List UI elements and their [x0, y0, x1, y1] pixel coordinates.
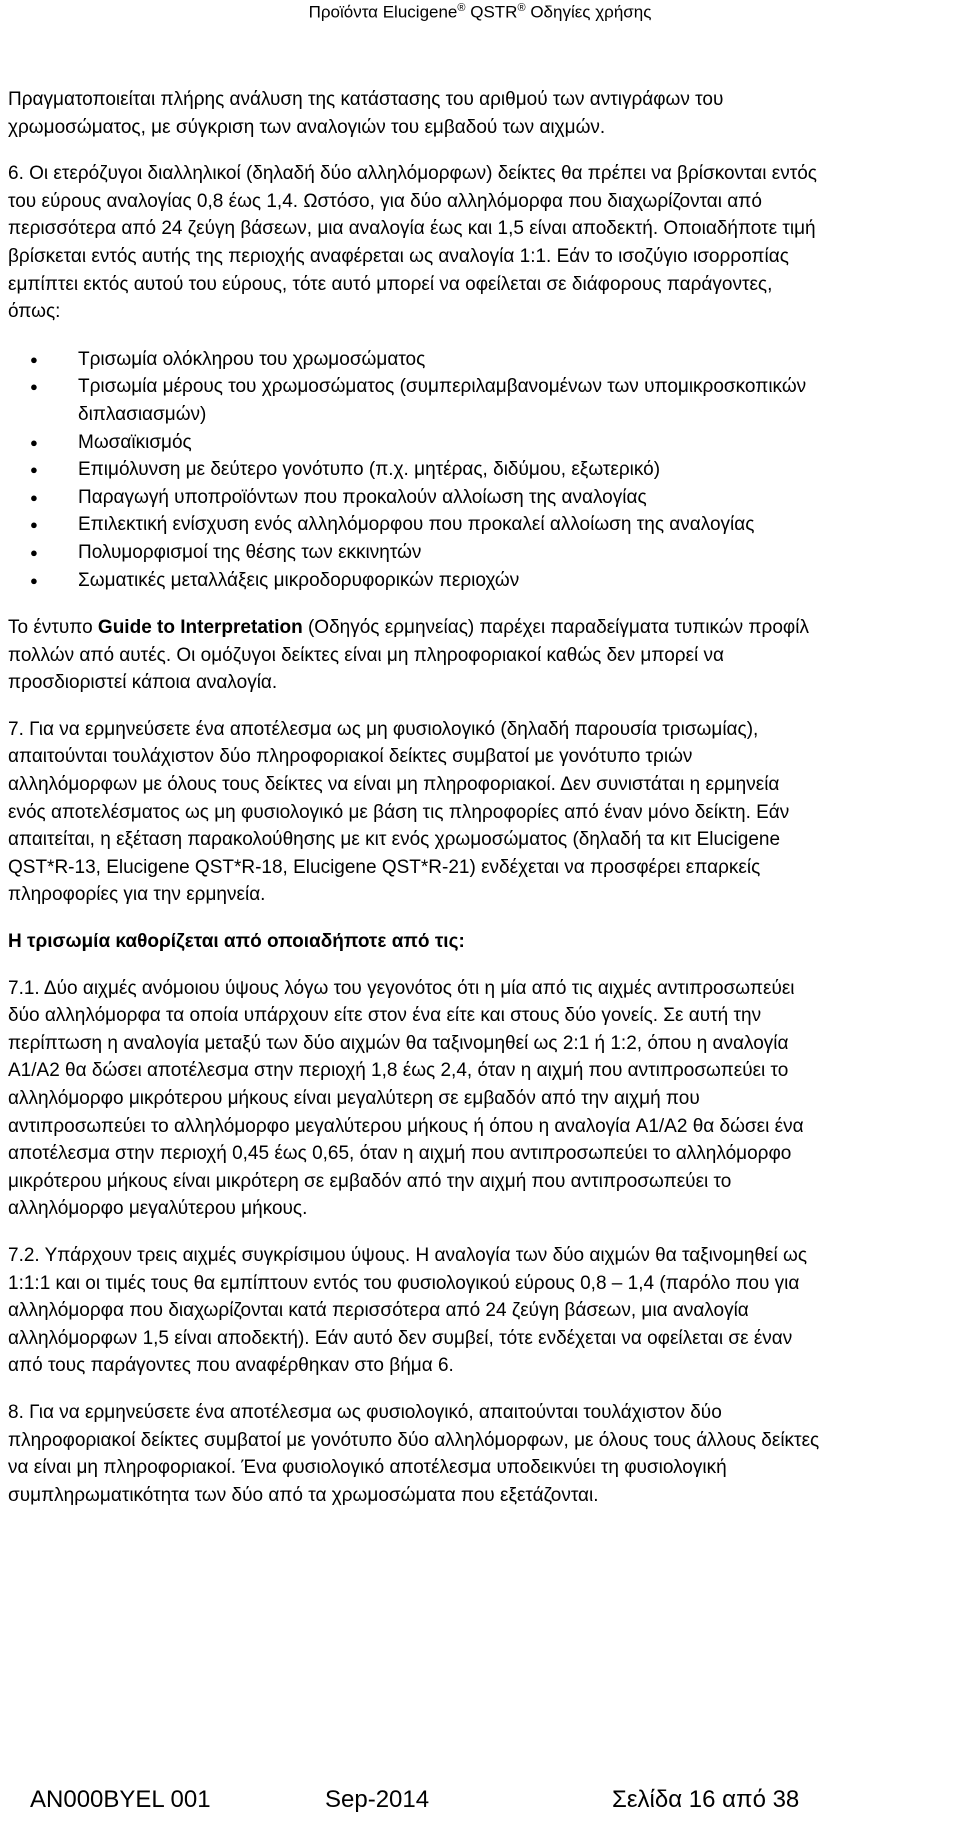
list-item: ● Επιμόλυνση με δεύτερο γονότυπο (π.χ. μητέρας, διδύμου, εξωτερικό) [8, 456, 820, 484]
page-footer [0, 1786, 960, 1818]
guide-paragraph [8, 614, 820, 697]
step-8-paragraph: 8. Για να ερμηνεύσετε ένα αποτέλεσμα ως φυσιολογικό, απαιτούνται τουλάχιστον δύο πληροφοριακοί δείκτες συμβατοί με γονότυπο δύο αλληλόμορφων, με όλους τους άλλους δείκτες να είναι μη πληροφοριακοί. Ένα φυσιολογικό αποτέλεσμα υποδεικνύει τη φυσιολογική συμπληρωματικότητα των δύο από τα χρωμοσώματα που εξετάζονται. [8, 1401, 820, 1506]
page-header [0, 2, 960, 23]
trisomy-heading: Η τρισωμία καθορίζεται από οποιαδήποτε από τις: [8, 931, 465, 953]
header-brand: QSTR [470, 2, 518, 22]
list-item: ● Σωματικές μεταλλάξεις μικροδορυφορικών περιοχών [8, 567, 820, 595]
guide-text-pre: Το έντυπο [8, 617, 98, 639]
list-item: ● Μωσαϊκισμός [8, 429, 820, 457]
registered-mark: ® [517, 2, 526, 14]
page-number: Σελίδα 16 από 38 [612, 1786, 800, 1813]
document-body [8, 86, 820, 1528]
list-item: ● Πολυμορφισμοί της θέσης των εκκινητών [8, 539, 820, 567]
document-code: AN000BYEL 001 [30, 1786, 211, 1813]
step-7-2-paragraph: 7.2. Υπάρχουν τρεις αιχμές συγκρίσιμου ύψους. Η αναλογία των δύο αιχμών θα ταξινομηθεί ως 1:1:1 και οι τιμές τους θα εμπίπτουν εντός του φυσιολογικού εύρους 0,8 – 1,4 (παρόλο που για αλληλόμορφα που διαχωρίζονται κατά περισσότερα από 24 ζεύγη βάσεων, μια αναλογία αλληλόμορφων 1,5 είναι αποδεκτή). Εάν αυτό δεν συμβεί, τότε ενδέχεται να οφείλεται σε έναν από τους παράγοντες που αναφέρθηκαν στο βήμα 6. [8, 1244, 808, 1377]
list-item: ● Τρισωμία ολόκληρου του χρωμοσώματος [8, 346, 820, 374]
intro-paragraph: Πραγματοποιείται πλήρης ανάλυση της κατάστασης του αριθμού των αντιγράφων του χρωμοσώματος, με σύγκριση των αναλογιών του εμβαδού των αιχμών. [8, 89, 724, 138]
step-7-paragraph: 7. Για να ερμηνεύσετε ένα αποτέλεσμα ως μη φυσιολογικό (δηλαδή παρουσία τρισωμίας), απαιτούνται τουλάχιστον δύο πληροφοριακοί δείκτες συμβατοί με γονότυπο τριών αλληλόμορφων με όλους τους δείκτες να είναι μη πληροφοριακοί. Δεν συνιστάται η ερμηνεία ενός αποτελέσματος ως μη φυσιολογικό με βάση τις πληροφορίες από έναν μόνο δείκτη. Εάν απαιτείται, η εξέταση παρακολούθησης με κιτ ενός χρωμοσώματος (δηλαδή τα κιτ Elucigene QST*R-13, Elucigene QST*R-18, Elucigene QST*R-21) ενδέχεται να προσφέρει επαρκείς πληροφορίες για την ερμηνεία. [8, 718, 790, 906]
list-item: ● Τρισωμία μέρους του χρωμοσώματος (συμπεριλαμβανομένων των υπομικροσκοπικών διπλασιασμών) [8, 373, 820, 428]
factor-list [8, 346, 820, 594]
list-item: ● Επιλεκτική ενίσχυση ενός αλληλόμορφου που προκαλεί αλλοίωση της αναλογίας [8, 511, 820, 539]
header-suffix: Οδηγίες χρήσης [530, 2, 652, 22]
guide-title: Guide to Interpretation [97, 617, 303, 639]
guide-text-post: (Οδηγός ερμηνείας) παρέχει παραδείγματα τυπικών προφίλ πολλών από αυτές. Οι ομόζυγοι δείκτες είναι μη πληροφοριακοί καθώς δεν μπορεί να προσδιοριστεί κάποια αναλογία. [8, 617, 809, 694]
step-7-1-paragraph: 7.1. Δύο αιχμές ανόμοιου ύψους λόγω του γεγονότος ότι η μία από τις αιχμές αντιπροσωπεύει δύο αλληλόμορφα τα οποία υπάρχουν είτε στον ένα είτε και στους δύο γονείς. Σε αυτή την περίπτωση η αναλογία μεταξύ των δύο αιχμών θα ταξινομηθεί ως 2:1 ή 1:2, όπου η αναλογία A1/A2 θα δώσει αποτέλεσμα στην περιοχή 1,8 έως 2,4, όταν η αιχμή που αντιπροσωπεύει το αλληλόμορφο μικρότερου μήκους είναι μεγαλύτερη σε εμβαδόν από την αιχμή που αντιπροσωπεύει το αλληλόμορφο μεγαλύτερου μήκους ή όπου η αναλογία A1/A2 θα δώσει ένα αποτέλεσμα στην περιοχή 0,45 έως 0,65, όταν η αιχμή που αντιπροσωπεύει το αλληλόμορφο μικρότερου μήκους είναι μικρότερη σε εμβαδόν από την αιχμή που αντιπροσωπεύει το αλληλόμορφο μεγαλύτερου μήκους. [8, 977, 804, 1220]
document-date: Sep-2014 [325, 1786, 430, 1813]
header-prefix: Προϊόντα Elucigene [308, 2, 458, 22]
list-item: ● Παραγωγή υποπροϊόντων που προκαλούν αλλοίωση της αναλογίας [8, 484, 820, 512]
step-6-paragraph: 6. Οι ετερόζυγοι διαλληλικοί (δηλαδή δύο αλληλόμορφων) δείκτες θα πρέπει να βρίσκονται εντός του εύρους αναλογίας 0,8 έως 1,4. Ωστόσο, για δύο αλληλόμορφα που διαχωρίζονται από περισσότερα από 24 ζεύγη βάσεων, μια αναλογία έως και 1,5 είναι αποδεκτή. Οποιαδήποτε τιμή βρίσκεται εντός αυτής της περιοχής αναφέρεται ως αναλογία 1:1. Εάν το ισοζύγιο ισορροπίας εμπίπτει εκτός αυτού του εύρους, τότε αυτό μπορεί να οφείλεται σε διάφορους παράγοντες, όπως: [8, 163, 817, 323]
registered-mark: ® [457, 2, 466, 14]
